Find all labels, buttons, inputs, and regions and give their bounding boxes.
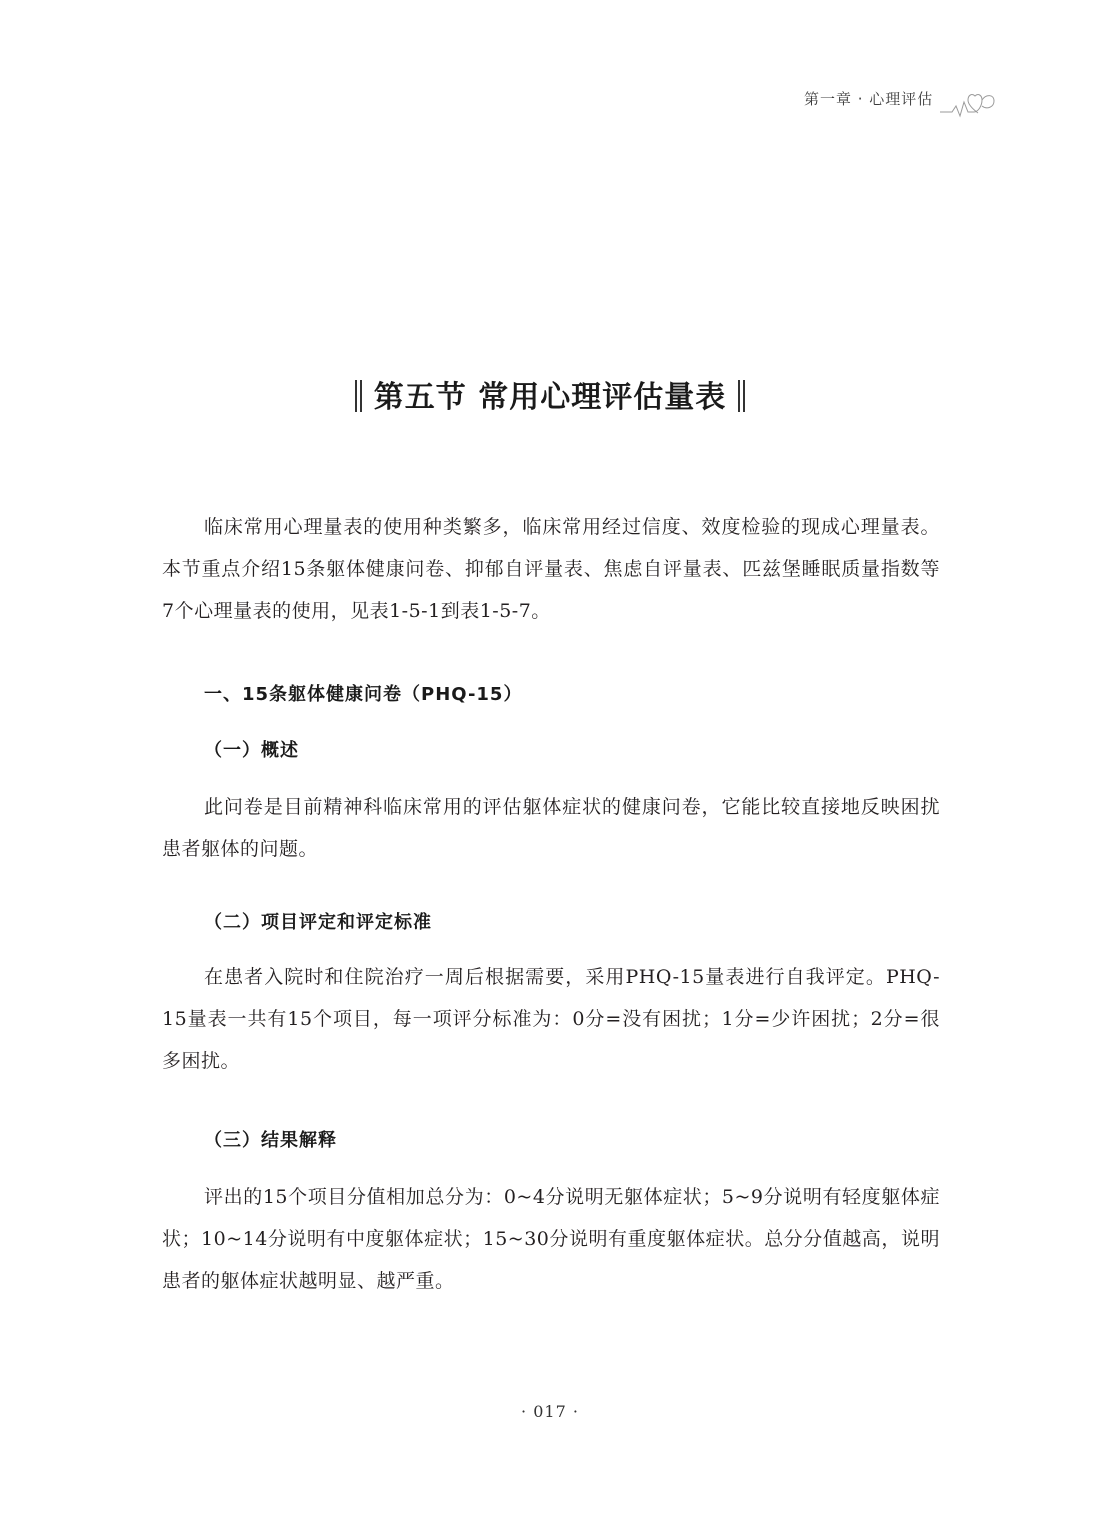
subsection-title: 一、15条躯体健康问卷（PHQ-15） [204,684,523,705]
heartbeat-heart-icon [938,84,998,120]
intro-paragraph: 临床常用心理量表的使用种类繁多，临床常用经过信度、效度检验的现成心理量表。本节重点介绍15条躯体健康问卷、抑郁自评量表、焦虑自评量表、匹兹堡睡眠质量指数等7个心理量表的使用，见表1-5-1到表1-5-7。 [162,516,940,622]
part-heading-rating: （二）项目评定和评定标准 [204,912,432,933]
part-heading-overview: （一）概述 [204,740,299,761]
part-heading-results: （三）结果解释 [204,1130,337,1151]
section-title [0,372,1100,416]
title-left-bar [355,380,362,412]
title-right-bar [738,380,745,412]
part-text-results: 评出的15个项目分值相加总分为：0~4分说明无躯体症状；5~9分说明有轻度躯体症状；10~14分说明有中度躯体症状；15~30分说明有重度躯体症状。总分分值越高，说明患者的躯体症状越明显、越严重。 [162,1186,940,1292]
running-header-title: 第一章 · 心理评估 [804,90,934,108]
section-title-text: 第五节 常用心理评估量表 [373,380,727,415]
part-text-rating: 在患者入院时和住院治疗一周后根据需要，采用PHQ-15量表进行自我评定。PHQ-15量表一共有15个项目，每一项评分标准为：0分=没有困扰；1分=少许困扰；2分=很多困扰。 [162,966,940,1072]
running-header [760,84,1020,124]
page-number: · 017 · [521,1402,579,1421]
part-text-overview: 此问卷是目前精神科临床常用的评估躯体症状的健康问卷，它能比较直接地反映困扰患者躯体的问题。 [162,796,940,860]
